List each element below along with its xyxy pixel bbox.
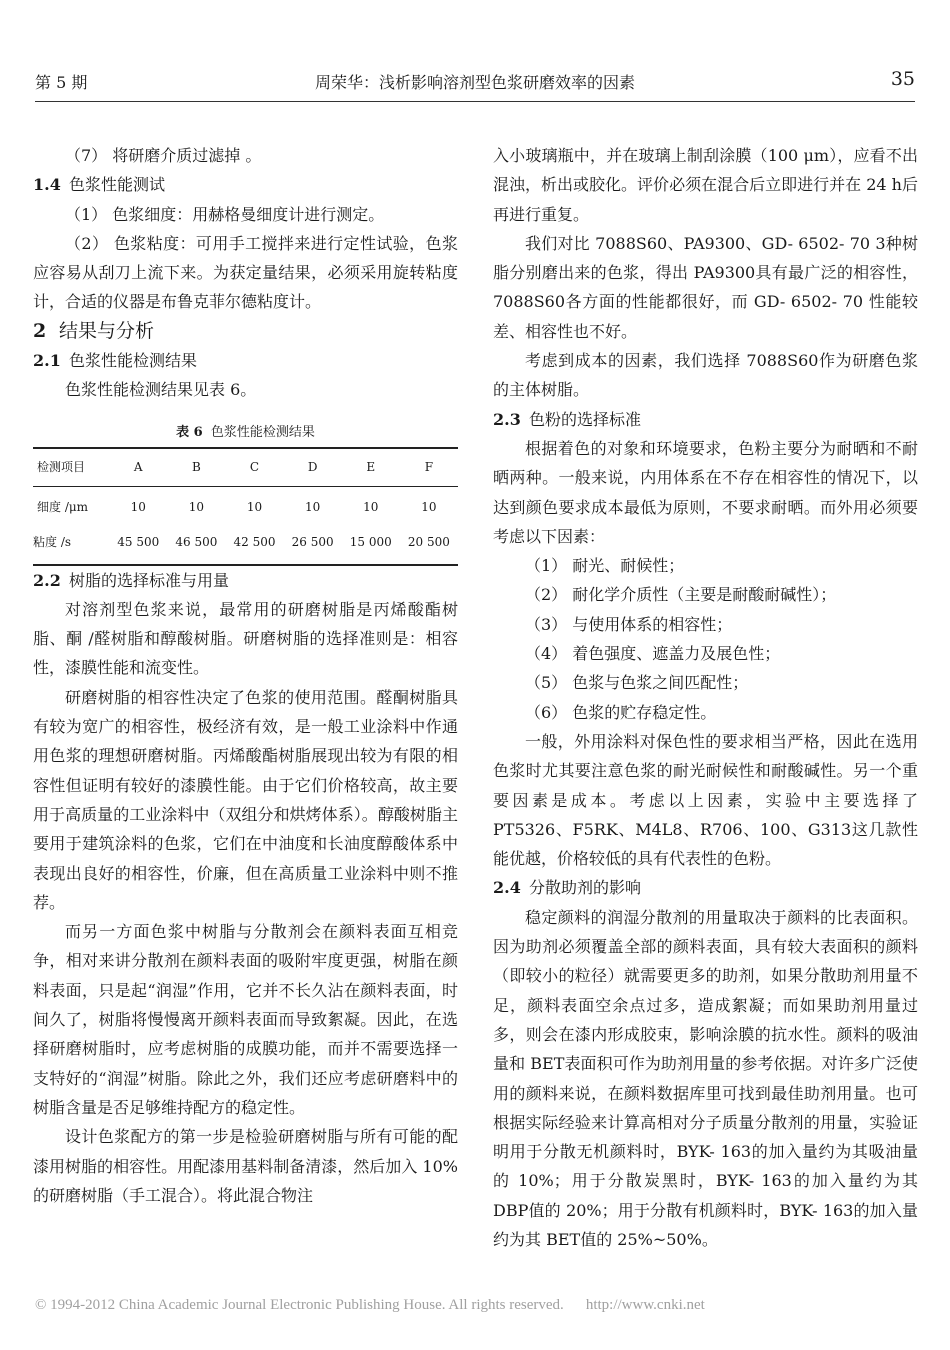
paragraph: 研磨树脂的相容性决定了色浆的使用范围。醛酮树脂具有较为宽广的相容性，极经济有效，是一般工业涂料中作通用色浆的理想研磨树脂。丙烯酸酯树脂展现出较为有限的相容性但证明有较好的漆膜性能。由于它们价格较高，故主要用于高质量的工业涂料中（双组分和烘烤体系）。醇酸树脂主要用于建筑涂料的色浆，它们在中油度和长油度醇酸体系中表现出良好的相容性，价廉，但在高质量工业涂料中则不推荐。: [33, 687, 458, 912]
table-cell: 10: [130, 499, 146, 514]
table-number: 表 6: [176, 424, 203, 440]
header-rule: [35, 101, 915, 102]
section-heading: [33, 346, 458, 375]
list-item: （6） 色浆的贮存稳定性。: [525, 702, 717, 722]
table-header-cell: 检测项目: [33, 448, 109, 487]
table-cell: 10: [363, 499, 379, 514]
table-row: [33, 524, 458, 564]
section-title: 色粉的选择标准: [529, 409, 642, 429]
table-header-cell: C: [225, 448, 283, 487]
table-header-cell: E: [342, 448, 400, 487]
section-title: 树脂的选择标准与用量: [69, 570, 230, 590]
table-header-row: [33, 448, 458, 487]
running-title: 周荣华：浅析影响溶剂型色浆研磨效率的因素: [314, 73, 635, 92]
paragraph: 考虑到成本的因素，我们选择 7088S60作为研磨色浆的主体树脂。: [493, 351, 918, 400]
table-title: 色浆性能检测结果: [210, 424, 315, 440]
table-cell: 15 000: [342, 524, 400, 564]
section-title: 结果与分析: [59, 319, 155, 342]
table-cell: 10: [246, 499, 263, 514]
section-heading: [493, 873, 918, 902]
section-heading: [33, 170, 458, 199]
table-cell: 粘度 /s: [33, 524, 109, 564]
paragraph: （1） 色浆细度：用赫格曼细度计进行测定。: [65, 204, 385, 224]
list-item: （5） 色浆与色浆之间匹配性；: [525, 673, 749, 693]
copyright-footer: [35, 1297, 705, 1314]
paragraph: 稳定颜料的润湿分散剂的用量取决于颜料的比表面积。因为助剂必须覆盖全部的颜料表面，具有较大表面积的颜料（即较小的粒径）就需要更多的助剂，如果分散助剂用量不足，颜料表面空余点过多，造成絮凝；而如果助剂用量过多，则会在漆内形成胶束，影响涂膜的抗水性。颜料的吸油量和 BET表面积可作为助剂用量的参考依据。对许多广泛使用的颜料来说，在颜料数据库里可找到最佳助剂用量。也可根据实际经验来计算高相对分子质量分散剂的用量，实验证明用于分散无机颜料时，BYK- 163的加入量约为其吸油量的 10%；用于分散炭黑时，BYK- 163的加入量约为其 DBP值的 20%；用于分散有机颜料时，BYK- 163的加入量约为其 BET值的 25%~50%。: [493, 907, 918, 1249]
copyright-text: © 1994-2012 China Academic Journal Electronic Publishing House. All rights reserved.: [35, 1297, 564, 1313]
list-item: （1） 耐光、耐候性；: [525, 556, 685, 576]
paragraph: 而另一方面色浆中树脂与分散剂会在颜料表面互相竞争，相对来讲分散剂在颜料表面的吸附牢度更强，树脂在颜料表面，只是起“润湿”作用，它并不长久沾在颜料表面，时间久了，树脂将慢慢离开颜料表面而导致絮凝。因此，在选择研磨树脂时，应考虑树脂的成膜功能，而并不需要选择一支特好的“润湿”树脂。除此之外，我们还应考虑研磨料中的树脂含量是否足够维持配方的稳定性。: [33, 922, 458, 1117]
table-row: [33, 486, 458, 524]
paragraph: 对溶剂型色浆来说，最常用的研磨树脂是丙烯酸酯树脂、酮 /醛树脂和醇酸树脂。研磨树脂的选择准则是：相容性，漆膜性能和流变性。: [33, 599, 458, 678]
page-number: 35: [890, 68, 915, 90]
section-number: 2.4: [493, 878, 521, 898]
paragraph: 一般，外用涂料对保色性的要求相当严格，因此在选用色浆时尤其要注意色浆的耐光耐候性和耐酸碱性。另一个重要因素是成本。考虑以上因素，实验中主要选择了 PT5326、F5RK、M4L8、R706、100、G313这几款性能优越，价格较低的具有代表性的色粉。: [493, 731, 918, 869]
list-item: （2） 耐化学介质性（主要是耐酸耐碱性）；: [525, 585, 837, 605]
section-number: 2.2: [33, 570, 61, 590]
section-heading: [493, 405, 918, 434]
list-item: （3） 与使用体系的相容性；: [525, 614, 733, 634]
table-cell: 26 500: [284, 524, 342, 564]
table-header-cell: B: [167, 448, 225, 487]
section-heading: [33, 566, 458, 595]
table-header-cell: F: [400, 448, 458, 487]
section-number: 2.3: [493, 409, 521, 429]
results-table: [33, 447, 458, 566]
issue-label: 第 5 期: [35, 73, 88, 92]
paragraph: 色浆性能检测结果见表 6。: [65, 380, 257, 400]
table-cell: 10: [304, 499, 321, 514]
section-heading: [33, 317, 458, 346]
table-cell: 45 500: [109, 524, 167, 564]
paragraph: 入小玻璃瓶中，并在玻璃上制刮涂膜（100 μm），应看不出混浊，析出或胶化。评价必须在混合后立即进行并在 24 h后再进行重复。: [493, 146, 918, 224]
paragraph: 设计色浆配方的第一步是检验研磨树脂与所有可能的配漆用树脂的相容性。用配漆用基料制备清漆，然后加入 10%的研磨树脂（手工混合）。将此混合物注: [33, 1127, 458, 1205]
section-title: 分散助剂的影响: [529, 878, 642, 898]
section-number: 2: [33, 319, 47, 342]
table-header-cell: D: [284, 448, 342, 487]
left-column: [33, 141, 458, 1210]
table-cell: 10: [421, 499, 437, 514]
list-item: （4） 着色强度、遮盖力及展色性；: [525, 644, 781, 664]
table-cell: 20 500: [400, 524, 458, 564]
section-title: 色浆性能检测结果: [69, 351, 198, 371]
table-cell: 细度 /μm: [37, 499, 89, 514]
table-caption: [33, 423, 458, 443]
paragraph: 我们对比 7088S60、PA9300、GD- 6502- 70 3种树脂分别磨出来的色浆，得出 PA9300具有最广泛的相容性，7088S60各方面的性能都很好，而 GD- 6502- 70 性能较差、相容性也不好。: [493, 233, 918, 341]
table-cell: 10: [188, 499, 205, 514]
paragraph: 根据着色的对象和环境要求，色粉主要分为耐晒和不耐晒两种。一般来说，内用体系在不存在相容性的情况下，以达到颜色要求成本最低为原则，不要求耐晒。而外用必须要考虑以下因素：: [493, 438, 918, 546]
table-cell: 46 500: [167, 524, 225, 564]
footer-url: http://www.cnki.net: [585, 1297, 705, 1313]
table-cell: 42 500: [225, 524, 283, 564]
section-title: 色浆性能测试: [69, 175, 166, 195]
page-header: [35, 66, 915, 96]
paragraph: （2） 色浆粘度：可用手工搅拌来进行定性试验，色浆应容易从刮刀上流下来。为获定量结果，必须采用旋转粘度计，合适的仪器是布鲁克菲尔德粘度计。: [33, 233, 458, 312]
right-column: [493, 141, 918, 1254]
table-header-cell: A: [109, 448, 167, 487]
paragraph: （7） 将研磨介质过滤掉 。: [65, 146, 262, 165]
section-number: 1.4: [33, 175, 61, 195]
section-number: 2.1: [33, 351, 61, 371]
